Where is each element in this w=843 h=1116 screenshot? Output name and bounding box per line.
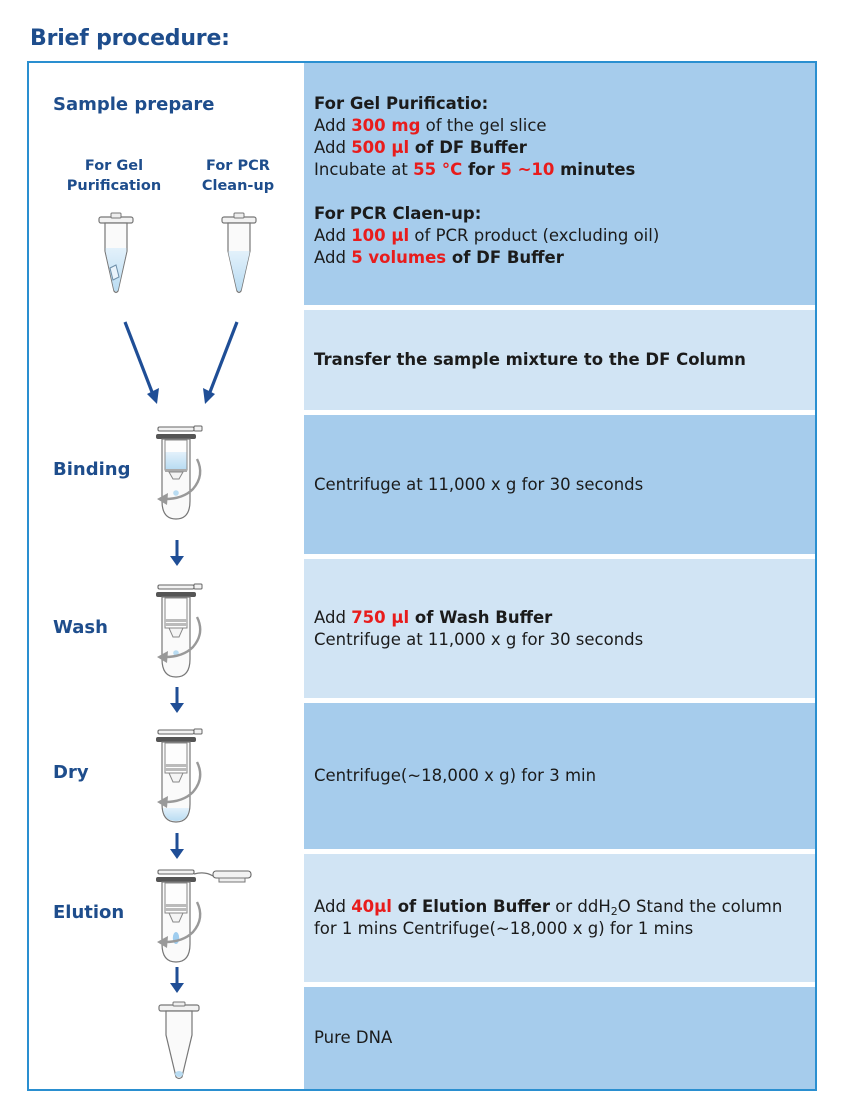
procedure-table — [27, 61, 817, 1091]
panel-transfer — [304, 310, 815, 410]
spin-column-icon — [147, 581, 217, 681]
spin-column-icon — [147, 423, 217, 523]
step-label-wash: Wash — [53, 617, 108, 638]
down-arrow-icon — [167, 831, 187, 861]
pcr-line-1: Add 100 µl of PCR product (excluding oil) — [314, 226, 660, 245]
page-title: Brief procedure: — [30, 26, 230, 51]
pcr-heading: For PCR Claen-up: — [314, 204, 482, 223]
transfer-text: Transfer the sample mixture to the DF Column — [314, 350, 746, 369]
microtube-icon — [91, 211, 141, 297]
wash-line-1: Add 750 µl of Wash Buffer — [314, 607, 553, 627]
caption-pcr-line2: Clean-up — [201, 178, 275, 194]
caption-pcr-line1: For PCR — [206, 158, 270, 174]
wash-line-2: Centrifuge at 11,000 x g for 30 seconds — [314, 629, 644, 649]
panel-wash — [304, 559, 815, 698]
elution-line-2: for 1 mins Centrifuge(~18,000 x g) for 1 mins — [314, 919, 694, 938]
down-arrow-icon — [167, 965, 187, 995]
gel-line-3: Incubate at 55 °C for 5 ~10 minutes — [314, 160, 636, 179]
down-arrow-icon — [113, 318, 243, 408]
down-arrow-icon — [167, 538, 187, 568]
panel-pure-dna — [304, 987, 815, 1089]
caption-gel — [59, 156, 169, 196]
step-label-sample-prepare: Sample prepare — [53, 94, 215, 115]
step-label-binding: Binding — [53, 459, 131, 480]
dry-text: Centrifuge(~18,000 x g) for 3 min — [314, 766, 597, 785]
binding-text: Centrifuge at 11,000 x g for 30 seconds — [314, 474, 644, 494]
down-arrow-icon — [167, 685, 187, 715]
microtube-icon — [214, 211, 264, 297]
pcr-line-2: Add 5 volumes of DF Buffer — [314, 248, 564, 267]
panel-sample-prepare — [304, 63, 815, 305]
spin-column-icon — [147, 866, 257, 966]
spin-column-icon — [147, 726, 217, 826]
step-label-elution: Elution — [53, 902, 125, 923]
pure-dna-text: Pure DNA — [314, 1028, 393, 1047]
step-label-dry: Dry — [53, 762, 89, 783]
panel-dry — [304, 703, 815, 849]
gel-line-1: Add 300 mg of the gel slice — [314, 116, 547, 135]
caption-gel-line1: For Gel — [84, 158, 144, 174]
gel-heading: For Gel Purificatio: — [314, 94, 489, 113]
caption-pcr — [183, 156, 293, 196]
gel-line-2: Add 500 µl of DF Buffer — [314, 138, 527, 157]
panel-binding — [304, 415, 815, 554]
instruction-column — [304, 63, 815, 1089]
microtube-icon — [149, 1001, 209, 1083]
elution-line-1: Add 40µl of Elution Buffer or ddH$_2$O Stand the column — [314, 897, 783, 918]
illustration-column — [29, 63, 304, 1089]
caption-gel-line2: Purification — [66, 178, 162, 194]
panel-elution — [304, 854, 815, 982]
